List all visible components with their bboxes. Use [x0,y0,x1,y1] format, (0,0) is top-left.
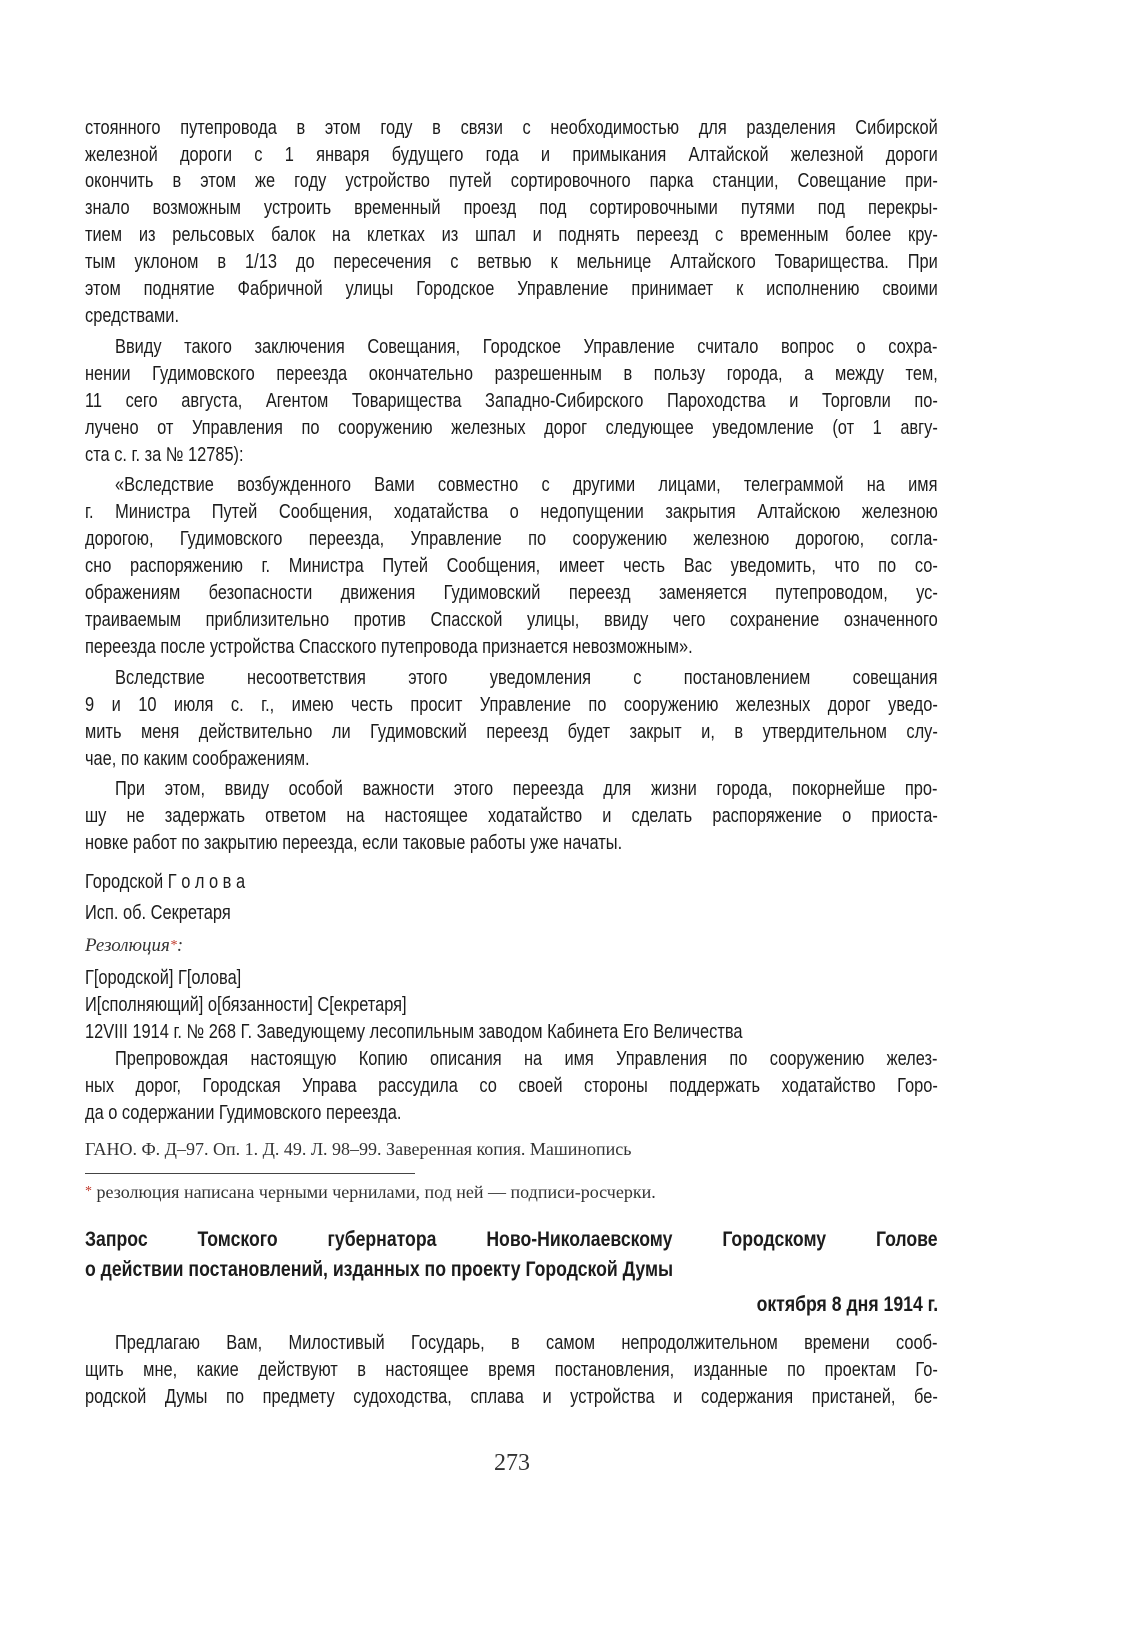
text-line: Исп. об. Секретаря [85,902,231,924]
text-line: родской Думы по предмету судоходства, сплава и устройства и содержания пристаней, бе- [85,1386,938,1408]
text-line: переезда после устройства Спасского путепровода признается невозможным». [85,636,693,658]
text-line: траиваемым приблизительно против Спасской улицы, ввиду чего сохранение означенного [85,609,938,631]
text-line: И[сполняющий] о[бязанности] С[екретаря] [85,994,407,1016]
text-line: щить мне, какие действуют в настоящее время постановления, изданные по проектам Го- [85,1359,938,1381]
text-line: Вследствие несоответствия этого уведомления с постановлением совещания [115,667,938,689]
text-line: Г[ородской] Г[олова] [85,967,242,989]
text-line: «Вследствие возбужденного Вами совместно с другими лицами, телеграммой на имя [115,474,938,496]
text-line: 12VIII 1914 г. № 268 Г. Заведующему лесопильным заводом Кабинета Его Величества [85,1021,743,1043]
text-line: новке работ по закрытию переезда, если таковые работы уже начаты. [85,832,623,854]
text-line: да о содержании Гудимовского переезда. [85,1102,402,1124]
text-line: ных дорог, Городская Управа рассудила со своей стороны поддержать ходатайство Горо- [85,1075,938,1097]
text-line: знало возможным устроить временный проезд под сортировочными путями под перекры- [85,197,938,219]
text-line: При этом, ввиду особой важности этого переезда для жизни города, покорнейше про- [115,778,938,800]
asterisk-icon: * [169,938,177,953]
text-line: 9 и 10 июля с. г., имею честь просит Управление по сооружению железных дорог уведо- [85,694,938,716]
section-date: октября 8 дня 1914 г. [756,1293,938,1316]
archive-source: ГАНО. Ф. Д–97. Оп. 1. Д. 49. Л. 98–99. Заверенная копия. Машинопись [85,1139,632,1159]
section-heading-line-1: Запрос Томского губернатора Ново-Николаевскому Городскому Голове [85,1228,938,1251]
page-number: 273 [494,1450,530,1476]
text-line: мить меня действительно ли Гудимовский переезд будет закрыт и, в утвердительном слу- [85,721,938,743]
text-line: дорогою, Гудимовского переезда, Управление по сооружению железною дорогою, согла- [85,528,938,550]
text-line: сно распоряжению г. Министра Путей Сообщения, имеет честь Вас уведомить, что по со- [85,555,938,577]
section-heading-line-2: о действии постановлений, изданных по проекту Городской Думы [85,1258,674,1281]
text-line: средствами. [85,305,180,327]
text-line: нении Гудимовского переезда окончательно разрешенным в пользу города, а между тем, [85,363,938,385]
text-line: окончить в этом же году устройство путей сортировочного парка станции, Совещание при- [85,170,938,192]
text-line: этом поднятие Фабричной улицы Городское Управление принимает к исполнению своими [85,278,938,300]
text-line: Городской Г о л о в а [85,871,246,893]
text-line: чае, по каким соображениям. [85,748,310,770]
text-line: Ввиду такого заключения Совещания, Городское Управление считало вопрос о сохра- [115,336,938,358]
text-line: 11 сего августа, Агентом Товарищества Западно-Сибирского Пароходства и Торговли по- [85,390,938,412]
text-line: ста с. г. за № 12785): [85,444,244,466]
footnote-divider [85,1173,415,1174]
text-line: тием из рельсовых балок на клетках из шпал и поднять переезд с временным более кру- [85,224,938,246]
text-line: железной дороги с 1 января будущего года и примыкания Алтайской железной дороги [85,144,938,166]
text-line: ображениям безопасности движения Гудимовский переезд заменяется путепроводом, ус- [85,582,938,604]
resolution-label: Резолюция*: [85,935,184,956]
asterisk-icon: * [85,1184,92,1199]
text-line: г. Министра Путей Сообщения, ходатайства о недопущении закрытия Алтайскою железною [85,501,938,523]
text-line: тым уклоном в 1/13 до пересечения с ветвью к мельнице Алтайского Товарищества. При [85,251,938,273]
text-line: Препровождая настоящую Копию описания на имя Управления по сооружению желез- [115,1048,938,1070]
text-line: шу не задержать ответом на настоящее ходатайство и сделать распоряжение о приоста- [85,805,938,827]
text-line: Предлагаю Вам, Милостивый Государь, в самом непродолжительном времени сооб- [115,1332,938,1354]
text-line: стоянного путепровода в этом году в связи с необходимостью для разделения Сибирской [85,117,938,139]
footnote: * резолюция написана черными чернилами, под ней — подписи-росчерки. [85,1182,656,1202]
text-line: лучено от Управления по сооружению железных дорог следующее уведомление (от 1 авгу- [85,417,938,439]
